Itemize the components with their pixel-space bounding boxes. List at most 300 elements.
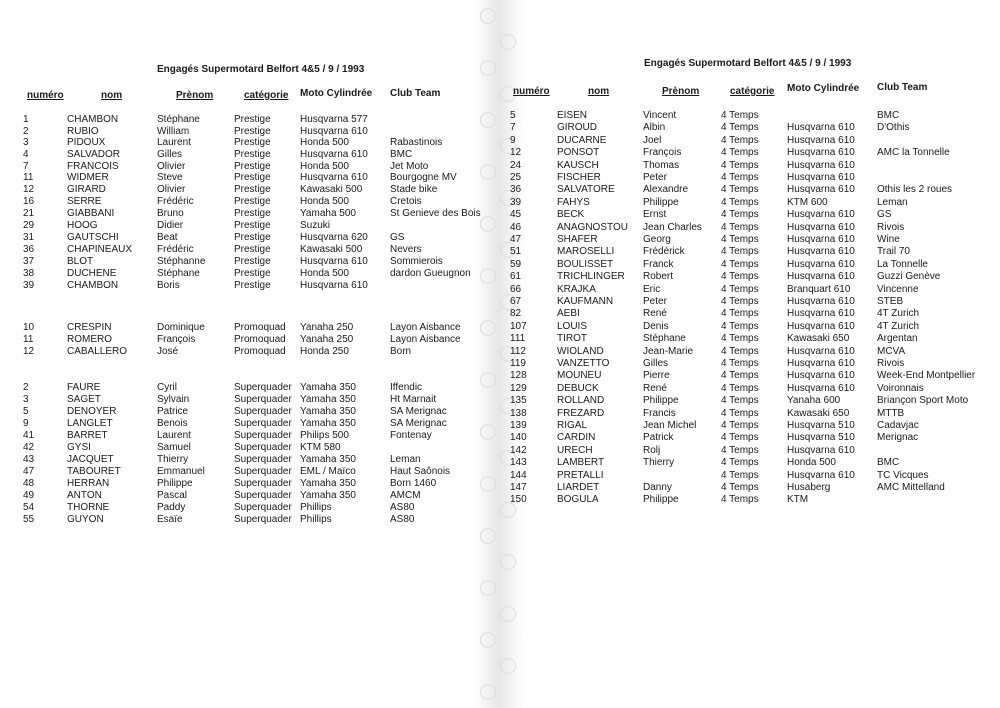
cell-numero: 29 <box>23 220 35 231</box>
cell-numero: 140 <box>510 432 527 444</box>
cell-nom: PIDOUX <box>67 137 106 148</box>
cell-numero: 147 <box>510 482 527 493</box>
cell-club: BMC <box>390 149 413 160</box>
table-row <box>500 321 1000 333</box>
cell-prenom: Georg <box>643 234 671 245</box>
cell-categorie: Promoquad <box>234 334 286 345</box>
cell-categorie: 4 Temps <box>721 147 759 159</box>
cell-prenom: François <box>643 147 682 159</box>
table-row <box>500 457 1000 469</box>
cell-moto: Husqvarna 610 <box>300 256 368 267</box>
cell-moto: Husqvarna 610 <box>300 172 368 183</box>
cell-nom: LAMBERT <box>557 457 605 469</box>
cell-numero: 3 <box>23 394 29 405</box>
cell-nom: PRETALLI <box>557 469 604 481</box>
cell-prenom: Robert <box>643 271 674 283</box>
cell-club: Leman <box>877 196 908 208</box>
cell-categorie: Superquader <box>234 430 292 441</box>
table-row <box>500 246 1000 258</box>
cell-moto: Kawasaki 650 <box>787 333 850 345</box>
cell-prenom: Philippe <box>157 478 193 489</box>
cell-moto: Husqvarna 610 <box>300 126 368 137</box>
cell-moto: Branquart 610 <box>787 283 851 295</box>
table-row <box>0 256 490 268</box>
cell-club: Layon Aisbance <box>390 334 461 345</box>
cell-numero: 41 <box>23 430 35 441</box>
cell-nom: KRAJKA <box>557 283 596 295</box>
table-row <box>500 284 1000 296</box>
cell-nom: URECH <box>557 444 593 456</box>
table-row <box>500 383 1000 395</box>
cell-categorie: 4 Temps <box>721 395 759 407</box>
cell-moto: Yamaha 350 <box>300 478 356 489</box>
table-row <box>500 395 1000 407</box>
table-row <box>500 470 1000 482</box>
cell-categorie: 4 Temps <box>721 134 759 146</box>
cell-club: MCVA <box>877 345 906 357</box>
cell-club: 4T Zurich <box>877 308 920 320</box>
cell-categorie: Prestige <box>234 220 271 231</box>
cell-prenom: Peter <box>643 172 667 183</box>
cell-club: Rabastinois <box>390 137 443 148</box>
cell-nom: CHAMBON <box>67 114 119 125</box>
cell-club: AMC Mittelland <box>877 482 945 493</box>
cell-numero: 43 <box>23 454 35 465</box>
cell-nom: THORNE <box>67 502 110 513</box>
cell-nom: RUBIO <box>67 126 99 137</box>
cell-nom: LOUIS <box>557 320 588 332</box>
cell-nom: DEBUCK <box>557 382 599 394</box>
cell-numero: 24 <box>510 159 522 171</box>
table-row <box>0 346 490 358</box>
cell-prenom: Eric <box>643 283 661 295</box>
cell-nom: CRESPIN <box>67 322 112 333</box>
cell-moto: Husqvarna 610 <box>300 280 368 291</box>
cell-categorie: Prestige <box>234 126 271 137</box>
cell-categorie: Superquader <box>234 442 292 453</box>
table-row <box>0 149 490 161</box>
cell-nom: WIDMER <box>67 172 109 183</box>
cell-categorie: Prestige <box>234 196 271 207</box>
cell-prenom: Denis <box>643 320 669 332</box>
table-row <box>500 147 1000 159</box>
cell-club: GS <box>390 232 405 243</box>
cell-nom: TIROT <box>557 333 587 345</box>
cell-prenom: Rolj <box>643 444 661 456</box>
cell-categorie: Prestige <box>234 208 271 219</box>
cell-nom: GUYON <box>67 514 104 525</box>
header-categorie: catégorie <box>730 86 775 97</box>
cell-numero: 1 <box>23 114 29 125</box>
cell-nom: ANTON <box>67 490 102 501</box>
table-row <box>0 322 490 334</box>
cell-nom: FREZARD <box>557 407 605 419</box>
cell-club: Briançon Sport Moto <box>877 395 969 407</box>
cell-prenom: Steve <box>157 172 183 183</box>
cell-categorie: 4 Temps <box>721 308 759 320</box>
cell-nom: SALVATORE <box>557 184 615 196</box>
cell-numero: 36 <box>510 184 522 196</box>
table-row <box>500 209 1000 221</box>
cell-moto: Husqvarna 610 <box>787 258 855 270</box>
cell-nom: SERRE <box>67 196 102 207</box>
cell-prenom: Jean Charles <box>643 221 702 233</box>
cell-nom: BOGULA <box>557 494 599 506</box>
cell-prenom: José <box>157 346 179 357</box>
cell-numero: 12 <box>23 346 35 357</box>
cell-numero: 16 <box>23 196 35 207</box>
cell-nom: BLOT <box>67 256 94 267</box>
cell-prenom: Frédéric <box>157 196 194 207</box>
table-row <box>0 114 490 126</box>
cell-prenom: Albin <box>643 122 666 134</box>
cell-prenom: Olivier <box>157 161 186 172</box>
cell-numero: 11 <box>23 334 34 345</box>
cell-categorie: Prestige <box>234 149 271 160</box>
table-row <box>0 514 490 526</box>
page-title: Engagés Supermotard Belfort 4&5 / 9 / 1993 <box>157 64 365 75</box>
cell-categorie: 4 Temps <box>721 283 759 295</box>
cell-categorie: 4 Temps <box>721 420 759 431</box>
table-row <box>0 137 490 149</box>
table-row <box>0 280 490 292</box>
table-row <box>0 244 490 256</box>
cell-club: St Genieve des Bois <box>390 208 481 219</box>
cell-categorie: 4 Temps <box>721 407 759 419</box>
cell-numero: 59 <box>510 258 522 270</box>
cell-moto: Yamaha 350 <box>300 418 356 429</box>
cell-categorie: 4 Temps <box>721 184 759 196</box>
cell-moto: Kawasaki 650 <box>787 407 850 419</box>
cell-club: La Tonnelle <box>877 258 928 270</box>
cell-numero: 61 <box>510 271 522 283</box>
cell-prenom: Esaïe <box>157 514 183 525</box>
cell-club: Rivois <box>877 221 905 233</box>
cell-moto: Husqvarna 510 <box>787 420 855 431</box>
cell-nom: CARDIN <box>557 432 596 444</box>
cell-moto: Honda 500 <box>787 457 836 469</box>
cell-nom: KAUSCH <box>557 159 599 171</box>
table-row <box>0 184 490 196</box>
cell-categorie: Prestige <box>234 137 271 148</box>
cell-numero: 7 <box>23 161 29 172</box>
cell-club: STEB <box>877 296 904 307</box>
cell-moto: Husqvarna 610 <box>300 149 368 160</box>
cell-numero: 12 <box>510 147 522 159</box>
table-row <box>0 466 490 478</box>
cell-categorie: Prestige <box>234 256 271 267</box>
cell-categorie: 4 Temps <box>721 494 759 506</box>
cell-nom: KAUFMANN <box>557 296 614 307</box>
cell-nom: GYSI <box>67 442 91 453</box>
cell-categorie: 4 Temps <box>721 457 759 469</box>
cell-moto: Yamaha 350 <box>300 406 356 417</box>
table-row <box>500 370 1000 382</box>
cell-prenom: Sylvain <box>157 394 190 405</box>
cell-club: Othis les 2 roues <box>877 184 953 196</box>
cell-nom: DENOYER <box>67 406 117 417</box>
cell-club: Week-End Montpellier <box>877 370 976 382</box>
cell-nom: ROMERO <box>67 334 112 345</box>
cell-categorie: Superquader <box>234 502 292 513</box>
table-row <box>500 110 1000 122</box>
cell-moto: Honda 500 <box>300 196 349 207</box>
cell-club: TC Vicques <box>877 469 929 481</box>
cell-prenom: Danny <box>643 482 672 493</box>
cell-moto: Yamaha 350 <box>300 382 356 393</box>
table-row <box>500 160 1000 172</box>
cell-moto: Husqvarna 610 <box>787 382 855 394</box>
page-title: Engagés Supermotard Belfort 4&5 / 9 / 1993 <box>644 58 852 69</box>
table-row <box>500 333 1000 345</box>
table-row <box>500 122 1000 134</box>
cell-nom: HOOG <box>67 220 98 231</box>
cell-moto: KTM 580 <box>300 442 341 453</box>
cell-prenom: Stéphane <box>643 333 686 345</box>
cell-prenom: Laurent <box>157 430 191 441</box>
cell-categorie: 4 Temps <box>721 482 759 493</box>
table-row <box>500 234 1000 246</box>
table-row <box>500 259 1000 271</box>
header-moto: Moto Cylindrée <box>787 83 860 94</box>
cell-prenom: Philippe <box>643 395 679 407</box>
cell-moto: KTM <box>787 494 809 506</box>
cell-moto: Kawasaki 500 <box>300 244 363 255</box>
table-row <box>500 308 1000 320</box>
table-row <box>500 172 1000 184</box>
cell-prenom: Dominique <box>157 322 205 333</box>
cell-numero: 5 <box>23 406 29 417</box>
cell-prenom: Peter <box>643 296 667 307</box>
cell-nom: SHAFER <box>557 234 598 245</box>
cell-numero: 49 <box>23 490 35 501</box>
cell-moto: Honda 500 <box>300 161 349 172</box>
cell-numero: 112 <box>510 345 526 357</box>
cell-numero: 9 <box>510 134 516 146</box>
cell-club: Cretois <box>390 196 422 207</box>
cell-prenom: Stéphane <box>157 268 200 279</box>
cell-prenom: Thierry <box>643 457 675 469</box>
cell-numero: 9 <box>23 418 29 429</box>
cell-categorie: 4 Temps <box>721 258 759 270</box>
cell-prenom: Jean Michel <box>643 420 697 431</box>
cell-club: Argentan <box>877 333 918 345</box>
cell-prenom: Didier <box>157 220 184 231</box>
cell-moto: Honda 250 <box>300 346 349 357</box>
cell-categorie: Prestige <box>234 172 271 183</box>
table-row <box>0 406 490 418</box>
cell-moto: Yanaha 250 <box>300 322 354 333</box>
table-row <box>500 271 1000 283</box>
cell-numero: 39 <box>23 280 35 291</box>
cell-club: 4T Zurich <box>877 320 920 332</box>
cell-numero: 21 <box>23 208 35 219</box>
cell-moto: Philips 500 <box>300 430 349 441</box>
cell-club: Wine <box>877 234 900 245</box>
cell-club: BMC <box>877 110 900 121</box>
cell-categorie: 4 Temps <box>721 122 759 134</box>
cell-prenom: William <box>157 126 190 137</box>
cell-numero: 47 <box>510 234 522 245</box>
cell-prenom: Gilles <box>643 358 669 369</box>
cell-prenom: Laurent <box>157 137 191 148</box>
table-row <box>0 430 490 442</box>
cell-numero: 3 <box>23 137 29 148</box>
cell-nom: CHAPINEAUX <box>67 244 133 255</box>
table-row <box>0 478 490 490</box>
cell-prenom: Ernst <box>643 209 667 221</box>
cell-prenom: Frédéric <box>157 244 194 255</box>
cell-club: Sommierois <box>390 256 443 267</box>
header-prenom: Prènom <box>176 90 214 101</box>
cell-moto: Yanaha 250 <box>300 334 354 345</box>
cell-numero: 45 <box>510 209 522 221</box>
cell-prenom: Vincent <box>643 110 677 121</box>
table-row <box>500 432 1000 444</box>
cell-moto: Husqvarna 610 <box>787 184 855 196</box>
cell-club: SA Merignac <box>390 418 447 429</box>
table-row <box>0 490 490 502</box>
cell-nom: JACQUET <box>67 454 114 465</box>
cell-numero: 2 <box>23 382 29 393</box>
cell-numero: 111 <box>510 333 526 345</box>
cell-moto: Husqvarna 610 <box>787 221 855 233</box>
header-prenom: Prènom <box>662 86 700 97</box>
cell-moto: Husqvarna 610 <box>787 308 855 320</box>
cell-club: Layon Aisbance <box>390 322 461 333</box>
table-row <box>500 296 1000 308</box>
cell-categorie: 4 Temps <box>721 234 759 245</box>
cell-nom: LIARDET <box>557 482 600 493</box>
cell-categorie: 4 Temps <box>721 320 759 332</box>
cell-moto: Kawasaki 500 <box>300 184 363 195</box>
cell-club: AMC la Tonnelle <box>877 147 950 159</box>
cell-prenom: Emmanuel <box>157 466 205 477</box>
header-club: Club Team <box>390 88 441 99</box>
cell-moto: Husqvarna 610 <box>787 246 855 258</box>
cell-categorie: 4 Temps <box>721 333 759 345</box>
header-club: Club Team <box>877 82 928 93</box>
cell-prenom: Boris <box>157 280 180 291</box>
cell-prenom: Cyril <box>157 382 177 393</box>
cell-prenom: Franck <box>643 258 674 270</box>
cell-numero: 4 <box>23 149 29 160</box>
table-row <box>500 494 1000 506</box>
cell-nom: FAURE <box>67 382 101 393</box>
cell-categorie: Prestige <box>234 114 271 125</box>
cell-categorie: Promoquad <box>234 346 286 357</box>
cell-nom: SALVADOR <box>67 149 120 160</box>
cell-club: Born 1460 <box>390 478 437 489</box>
cell-club: MTTB <box>877 407 905 419</box>
cell-nom: FAHYS <box>557 196 590 208</box>
table-row <box>0 442 490 454</box>
cell-prenom: Thomas <box>643 159 680 171</box>
cell-nom: DUCHENE <box>67 268 117 279</box>
right-page <box>500 0 1000 708</box>
cell-categorie: Prestige <box>234 232 271 243</box>
table-row <box>500 197 1000 209</box>
cell-moto: Husqvarna 610 <box>787 134 855 146</box>
table-row <box>0 382 490 394</box>
cell-numero: 55 <box>23 514 35 525</box>
cell-moto: Husqvarna 610 <box>787 159 855 171</box>
cell-nom: BARRET <box>67 430 108 441</box>
cell-numero: 142 <box>510 444 527 456</box>
cell-numero: 5 <box>510 110 516 121</box>
cell-numero: 107 <box>510 320 527 332</box>
cell-club: Vincenne <box>877 283 919 295</box>
table-row <box>0 172 490 184</box>
cell-categorie: 4 Temps <box>721 172 759 183</box>
table-row <box>0 394 490 406</box>
cell-categorie: Prestige <box>234 244 271 255</box>
table-row <box>500 482 1000 494</box>
cell-nom: GIRARD <box>67 184 106 195</box>
cell-numero: 37 <box>23 256 35 267</box>
cell-numero: 2 <box>23 126 29 137</box>
cell-club: Bourgogne MV <box>390 172 457 183</box>
cell-prenom: Thierry <box>157 454 189 465</box>
cell-categorie: Superquader <box>234 382 292 393</box>
table-row <box>0 232 490 244</box>
cell-categorie: 4 Temps <box>721 370 759 382</box>
table-row <box>0 196 490 208</box>
cell-numero: 139 <box>510 420 527 431</box>
cell-prenom: Beat <box>157 232 178 243</box>
cell-moto: Phillips <box>300 502 332 513</box>
cell-nom: TABOURET <box>67 466 121 477</box>
cell-nom: EISEN <box>557 110 588 121</box>
cell-moto: Husqvarna 610 <box>787 234 855 245</box>
header-nom: nom <box>588 86 610 97</box>
cell-moto: Yamaha 350 <box>300 490 356 501</box>
cell-categorie: Superquader <box>234 490 292 501</box>
cell-categorie: Superquader <box>234 418 292 429</box>
cell-numero: 42 <box>23 442 35 453</box>
cell-prenom: Jean-Marie <box>643 345 694 357</box>
cell-nom: SAGET <box>67 394 101 405</box>
cell-categorie: Prestige <box>234 161 271 172</box>
table-row <box>0 268 490 280</box>
cell-prenom: Benois <box>157 418 188 429</box>
header-numero: numéro <box>27 90 64 101</box>
cell-moto: Yamaha 350 <box>300 454 356 465</box>
cell-numero: 47 <box>23 466 35 477</box>
cell-nom: GIABBANI <box>67 208 115 219</box>
cell-moto: Husqvarna 610 <box>787 345 855 357</box>
cell-nom: RIGAL <box>557 420 588 431</box>
cell-club: dardon Gueugnon <box>390 268 471 279</box>
cell-categorie: 4 Temps <box>721 382 759 394</box>
cell-club: AS80 <box>390 514 415 525</box>
table-row <box>0 220 490 232</box>
table-row <box>500 420 1000 432</box>
cell-club: Iffendic <box>390 382 423 393</box>
cell-moto: Honda 500 <box>300 268 349 279</box>
cell-moto: Husqvarna 610 <box>787 122 855 134</box>
cell-categorie: 4 Temps <box>721 432 759 444</box>
cell-nom: ANAGNOSTOU <box>557 221 628 233</box>
header-nom: nom <box>101 90 123 101</box>
cell-moto: EML / Maïco <box>300 466 356 477</box>
header-moto: Moto Cylindrée <box>300 88 373 99</box>
cell-prenom: Philippe <box>643 494 679 506</box>
cell-nom: BECK <box>557 209 585 221</box>
cell-numero: 7 <box>510 122 516 134</box>
cell-moto: Husqvarna 610 <box>787 209 855 221</box>
cell-numero: 36 <box>23 244 35 255</box>
